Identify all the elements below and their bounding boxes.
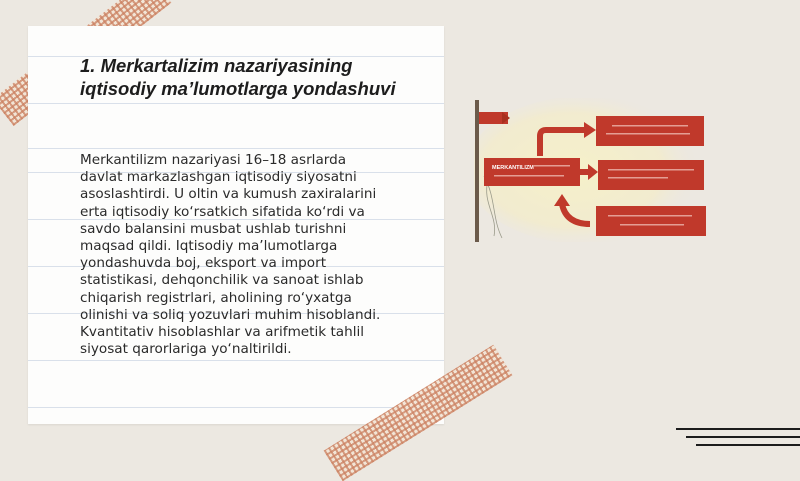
decorative-line (676, 428, 800, 430)
body-line: yondashuvda boj, eksport va import (80, 255, 327, 272)
diagram-pole (475, 100, 479, 242)
right-box-bottom (596, 206, 706, 236)
center-box-label: MERKANTILIZM (492, 165, 534, 171)
body-line: savdo balansini musbat ushlab turishni (80, 220, 347, 237)
slide-title (80, 54, 420, 100)
body-line: statistikasi, dehqonchilik va sanoat ishlab (80, 272, 364, 289)
mercantilism-diagram (474, 98, 712, 242)
body-line: davlat markazlashgan iqtisodiy siyosatni (80, 169, 357, 186)
title-line-1: 1. Merkartalizim nazariyasining (80, 55, 353, 76)
diagram-svg (474, 98, 712, 242)
body-line: asoslashtirdi. U oltin va kumush zaxiralarini (80, 186, 377, 203)
body-line: maqsad qildi. Iqtisodiy ma’lumotlarga (80, 238, 338, 255)
body-line: olinishi va soliq yozuvlari muhim hisoblandi. (80, 306, 381, 323)
slide-body-text (80, 152, 430, 358)
center-box (484, 158, 580, 186)
body-line: Merkantilizm nazariyasi 16–18 asrlarda (80, 152, 347, 168)
decorative-line (686, 436, 800, 438)
right-box-middle (598, 160, 704, 190)
right-box-top (596, 116, 704, 146)
body-line: siyosat qarorlariga yo‘naltirildi. (80, 341, 292, 358)
paper-rule-line (28, 148, 444, 149)
body-line: Kvantitativ hisoblashlar va arifmetik tahlil (80, 324, 365, 341)
title-line-2: iqtisodiy ma’lumotlarga yondashuvi (80, 78, 396, 99)
body-line: erta iqtisodiy ko‘rsatkich sifatida ko‘rdi va (80, 203, 365, 220)
body-line: chiqarish registrlari, aholining ro‘yxatga (80, 289, 352, 306)
decorative-line (696, 444, 800, 446)
